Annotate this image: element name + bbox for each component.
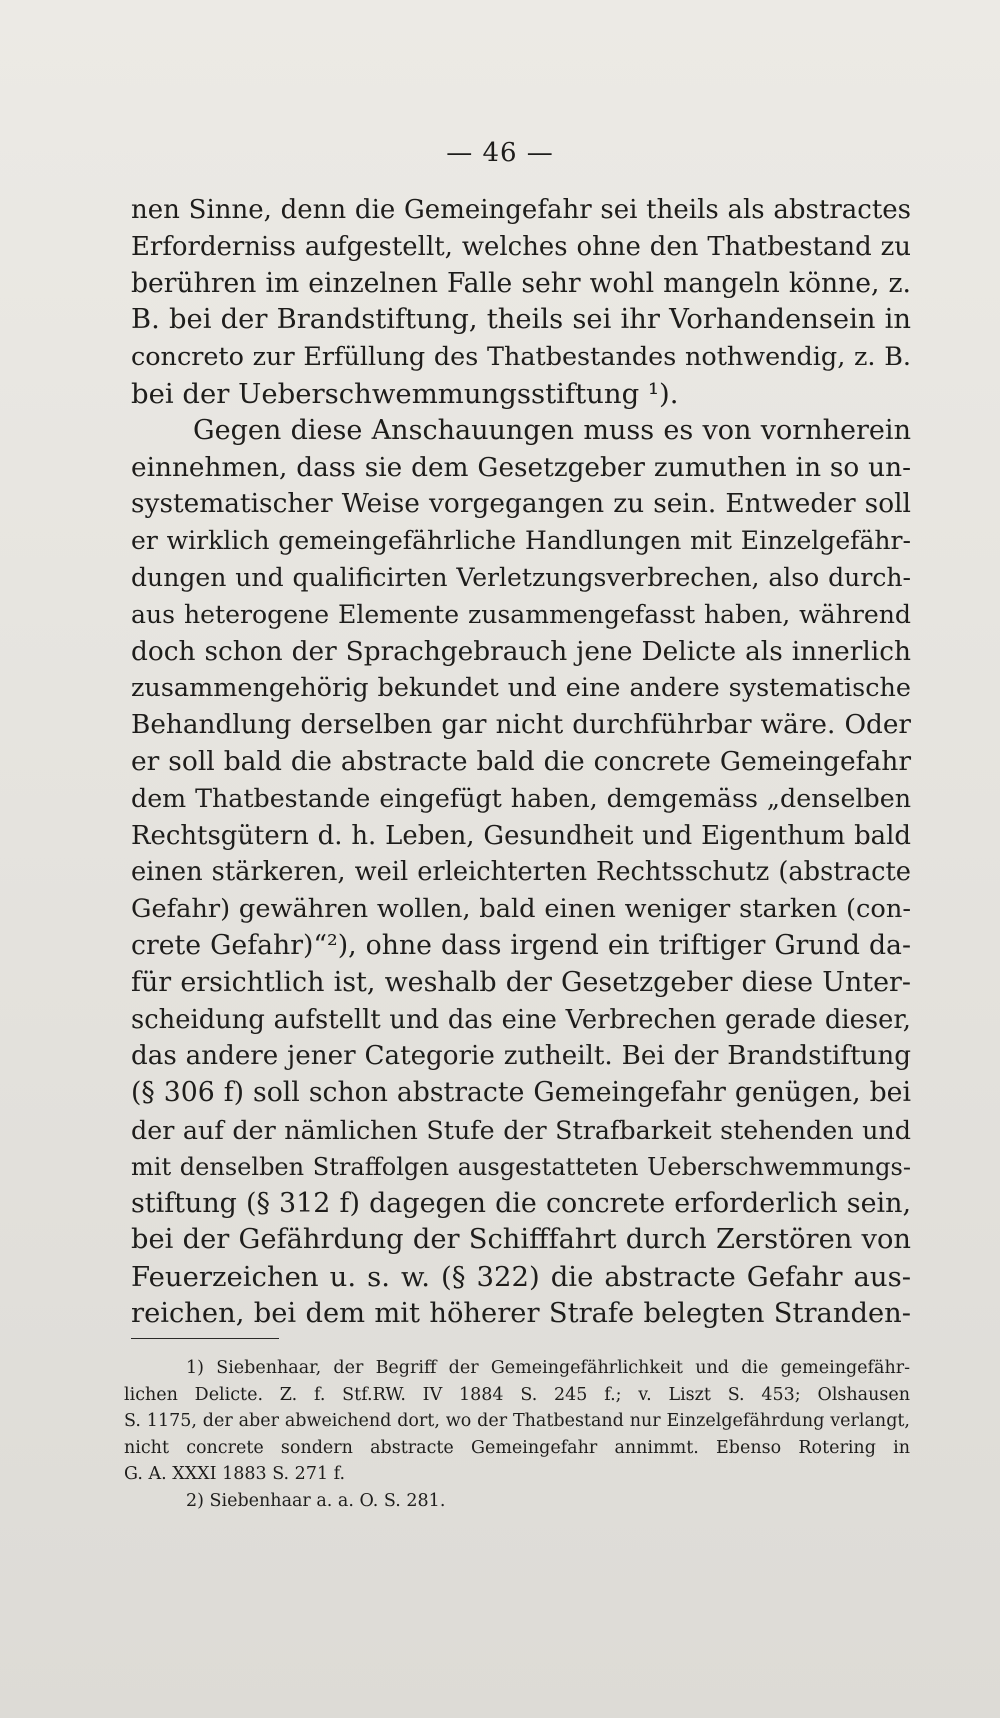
body-line: aus heterogene Elemente zusammengefasst haben, während [131,599,911,629]
body-line: einnehmen, dass sie dem Gesetzgeber zumuthen in so un- [131,452,911,483]
body-text [131,192,911,1333]
body-line: doch schon der Sprachgebrauch jene Delicte als innerlich [131,636,911,667]
body-line: das andere jener Categorie zutheilt. Bei der Brandstiftung [131,1041,911,1072]
body-line: systematischer Weise vorgegangen zu sein. Entweder soll [131,488,911,520]
body-line: Behandlung derselben gar nicht durchführbar wäre. Oder [131,710,911,741]
footnote-line: lichen Delicte. Z. f. Stf.RW. IV 1884 S. 245 f.; v. Liszt S. 453; Olshausen [124,1384,910,1405]
page-number: — 46 — [446,138,554,168]
body-line: reichen, bei dem mit höherer Strafe belegten Stranden- [131,1297,911,1329]
body-line: crete Gefahr)“²), ohne dass irgend ein triftiger Grund da- [131,929,911,961]
body-line: für ersichtlich ist, weshalb der Gesetzgeber diese Unter- [131,966,911,998]
body-line: nen Sinne, denn die Gemeingefahr sei theils als abstractes [131,195,911,225]
body-line: Erforderniss aufgestellt, welches ohne den Thatbestand zu [131,231,911,262]
body-line: Gegen diese Anschauungen muss es von vornherein [193,414,911,446]
body-line: scheidung aufstellt und das eine Verbrechen gerade dieser, [131,1004,911,1035]
body-line: zusammengehörig bekundet und eine andere systematische [131,673,911,704]
footnotes [124,1355,910,1514]
body-line: Feuerzeichen u. s. w. (§ 322) die abstracte Gefahr aus- [131,1261,911,1294]
body-line: mit denselben Straffolgen ausgestatteten Ueberschwemmungs- [131,1152,911,1181]
body-line: B. bei der Brandstiftung, theils sei ihr Vorhandensein in [131,304,911,336]
body-line: stiftung (§ 312 f) dagegen die concrete erforderlich sein, [131,1187,911,1219]
footnote-line: G. A. XXXI 1883 S. 271 f. [124,1464,346,1484]
body-line: (§ 306 f) soll schon abstracte Gemeingefahr genügen, bei [131,1077,911,1109]
body-line: er wirklich gemeingefährliche Handlungen mit Einzelgefähr- [131,526,911,556]
footnote-separator [131,1338,279,1339]
footnote-line: 1) Siebenhaar, der Begriff der Gemeingefährlichkeit und die gemeingefähr- [186,1358,910,1378]
body-line: der auf der nämlichen Stufe der Strafbarkeit stehenden und [131,1114,911,1145]
body-line: dem Thatbestande eingefügt haben, demgemäss „denselben [131,783,911,813]
footnote-line: 2) Siebenhaar a. a. O. S. 281. [186,1490,446,1511]
body-line: Gefahr) gewähren wollen, bald einen weniger starken (con- [131,894,911,925]
footnote-line: S. 1175, der aber abweichend dort, wo der Thatbestand nur Einzelgefährdung verlangt, [124,1411,910,1431]
body-line: Rechtsgütern d. h. Leben, Gesundheit und Eigenthum bald [131,820,911,851]
body-line: berühren im einzelnen Falle sehr wohl mangeln könne, z. [131,267,911,299]
body-line: dungen und qualificirten Verletzungsverbrechen, also durch- [131,562,911,592]
body-line: bei der Ueberschwemmungsstiftung ¹). [131,377,679,410]
footnote-line: nicht concrete sondern abstracte Gemeingefahr annimmt. Ebenso Rotering in [124,1437,910,1458]
body-line: er soll bald die abstracte bald die concrete Gemeingefahr [131,745,911,777]
body-line: concreto zur Erfüllung des Thatbestandes nothwendig, z. B. [131,342,911,373]
body-line: bei der Gefährdung der Schifffahrt durch Zerstören von [131,1224,911,1256]
body-line: einen stärkeren, weil erleichterten Rechtsschutz (abstracte [131,857,911,888]
